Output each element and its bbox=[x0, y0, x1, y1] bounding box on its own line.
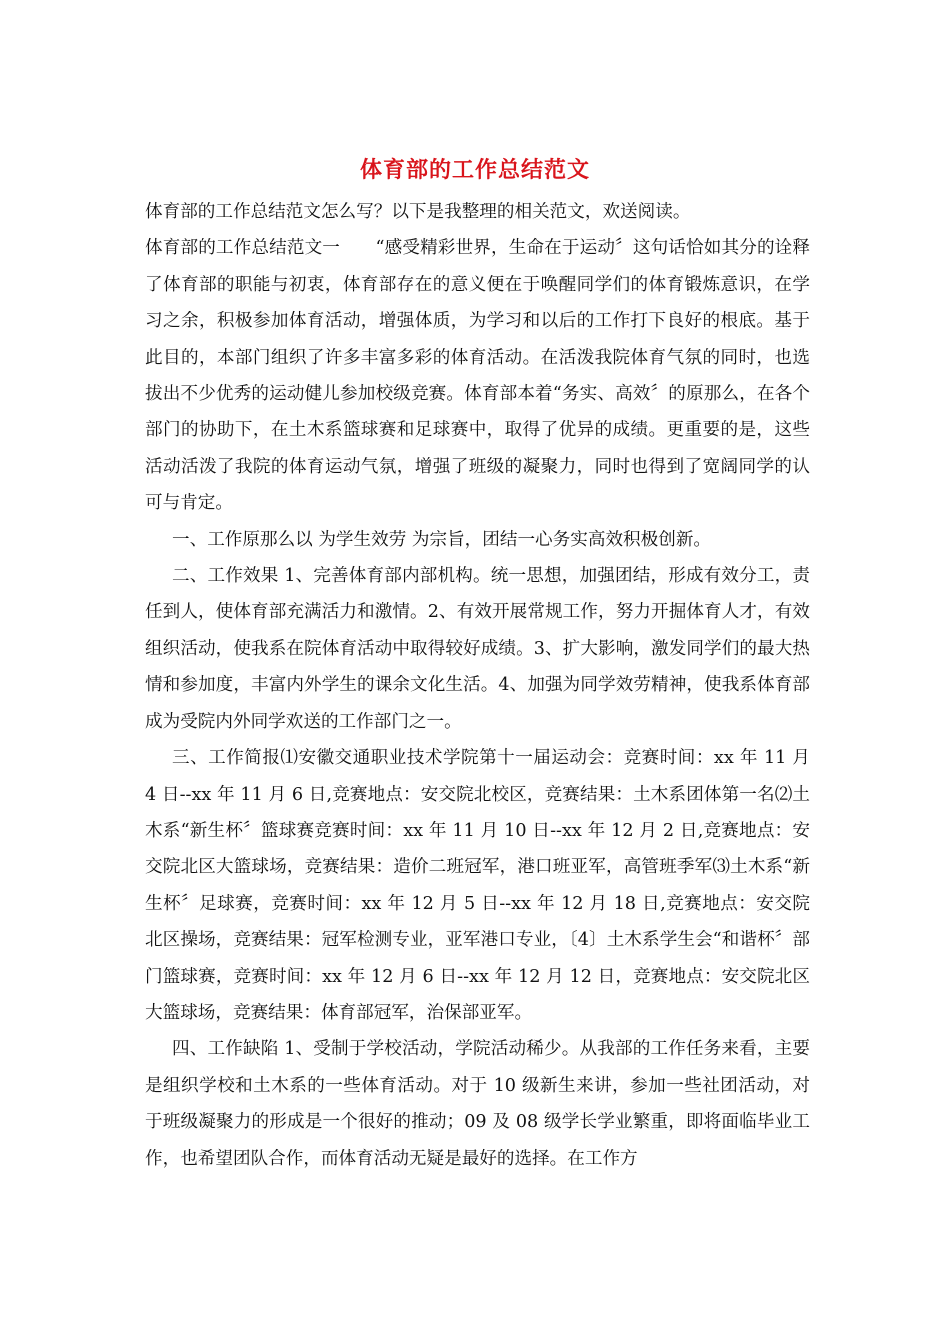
section-principle-paragraph: 一、工作原那么以 为学生效劳 为宗旨，团结一心务实高效积极创新。 bbox=[172, 529, 712, 550]
section-shortcomings-paragraph: 四、工作缺陷 1、受制于学校活动，学院活动稀少。从我部的工作任务来看，主要是组织学校和土木系的一些体育活动。对于 10 级新生来讲，参加一些社团活动，对于班级凝聚力的形成是一个很好的推动；09 及 08 级学长学业繁重，即将面临毕业工作，也希望团队合作，而体育活动无疑是最好的选择。在工作方 bbox=[145, 1039, 810, 1169]
page-title: 体育部的工作总结范文 bbox=[359, 157, 590, 183]
section-briefing-paragraph: 三、工作简报⑴安徽交通职业技术学院第十一届运动会：竞赛时间：xx 年 11 月 4 日--xx 年 11 月 6 日,竞赛地点：安交院北校区，竞赛结果：土木系团体第一名⑵土木系“新生杯〞篮球赛竞赛时间：xx 年 11 月 10 日--xx 年 12 月 2 日,竞赛地点：安交院北区大篮球场，竞赛结果：造价二班冠军，港口班亚军，高管班季军⑶土木系“新生杯〞足球赛，竞赛时间：xx 年 12 月 5 日--xx 年 12 月 18 日,竞赛地点：安交院北区操场，竞赛结果：冠军检测专业，亚军港口专业，〔4〕土木系学生会“和谐杯〞部门篮球赛，竞赛时间：xx 年 12 月 6 日--xx 年 12 月 12 日，竞赛地点：安交院北区大篮球场，竞赛结果：体育部冠军，治保部亚军。 bbox=[145, 748, 810, 1023]
sample-one-paragraph: 体育部的工作总结范文一 “感受精彩世界，生命在于运动〞这句话恰如其分的诠释了体育部的职能与初衷，体育部存在的意义便在于唤醒同学们的体育锻炼意识，在学习之余，积极参加体育活动，增强体质，为学习和以后的工作打下良好的根底。基于此目的，本部门组织了许多丰富多彩的体育活动。在活泼我院体育气氛的同时，也选拔出不少优秀的运动健儿参加校级竞赛。体育部本着“务实、高效〞的原那么，在各个部门的协助下，在土木系篮球赛和足球赛中，取得了优异的成绩。更重要的是，这些活动活泼了我院的体育运动气氛，增强了班级的凝聚力，同时也得到了宽阔同学的认可与肯定。 bbox=[145, 238, 810, 514]
intro-paragraph: 体育部的工作总结范文怎么写？以下是我整理的相关范文，欢送阅读。 bbox=[145, 202, 691, 222]
document-body bbox=[145, 194, 810, 1177]
section-results-paragraph: 二、工作效果 1、完善体育部内部机构。统一思想，加强团结，形成有效分工，责任到人，使体育部充满活力和激情。2、有效开展常规工作，努力开掘体育人才，有效组织活动，使我系在院体育活动中取得较好成绩。3、扩大影响，激发同学们的最大热情和参加度，丰富内外学生的课余文化生活。4、加强为同学效劳精神，使我系体育部成为受院内外同学欢送的工作部门之一。 bbox=[145, 566, 810, 732]
